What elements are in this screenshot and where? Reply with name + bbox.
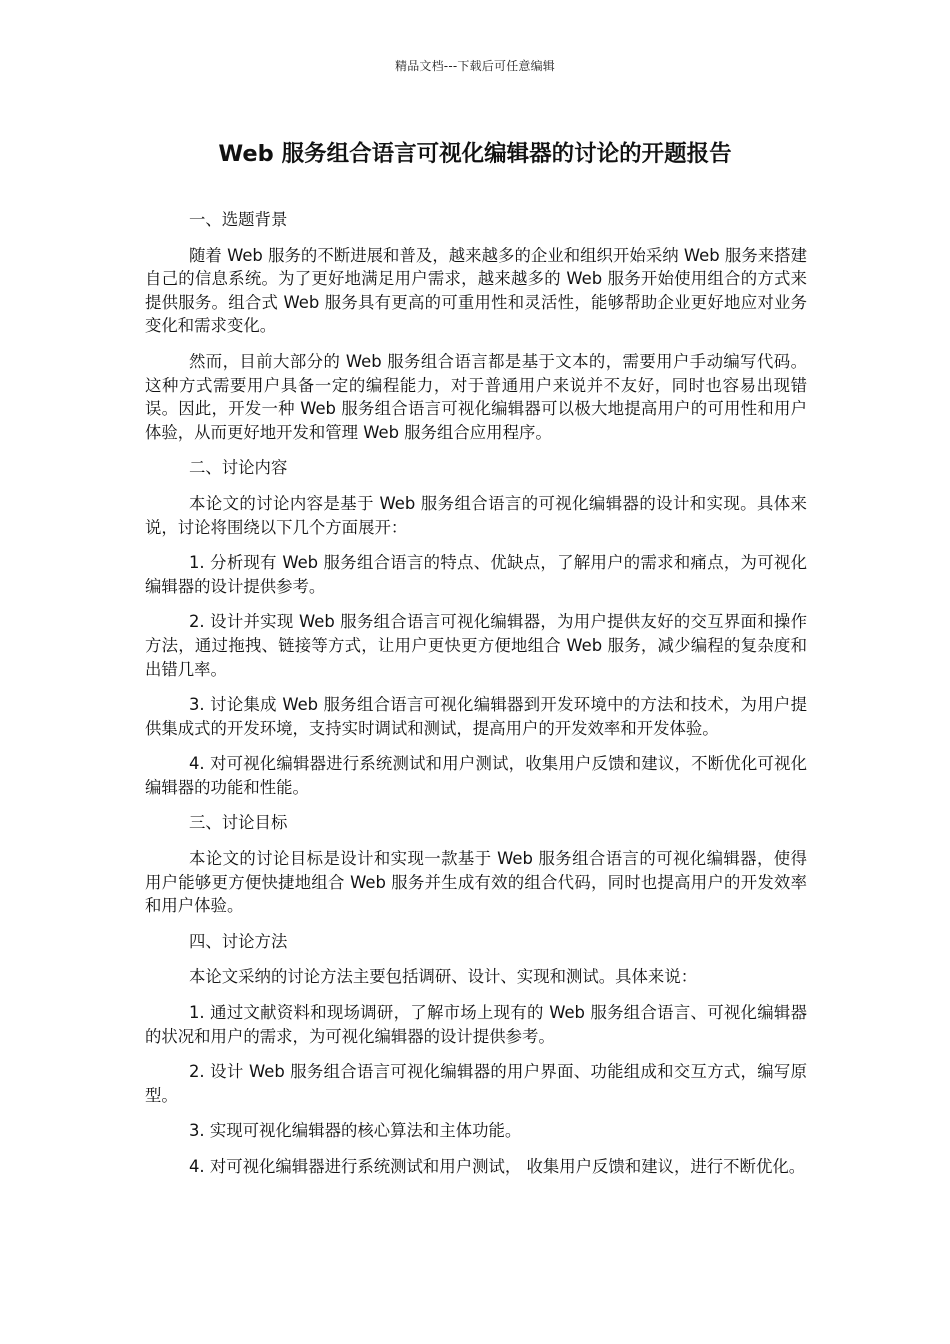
section-heading-background: 一、选题背景 xyxy=(189,210,288,229)
paragraph: 本论文的讨论内容是基于 Web 服务组合语言的可视化编辑器的设计和实现。具体来说，讨论将围绕以下几个方面展开： xyxy=(145,493,807,537)
list-item: 3. 实现可视化编辑器的核心算法和主体功能。 xyxy=(189,1121,522,1141)
paragraph: 本论文的讨论目标是设计和实现一款基于 Web 服务组合语言的可视化编辑器，使得用户能够更方便快捷地组合 Web 服务并生成有效的组合代码，同时也提高用户的开发效率和用户体验。 xyxy=(145,849,807,916)
header-note: 精品文档---下载后可任意编辑 xyxy=(395,59,555,73)
list-item: 1. 分析现有 Web 服务组合语言的特点、优缺点，了解用户的需求和痛点，为可视化编辑器的设计提供参考。 xyxy=(145,553,807,596)
list-item: 3. 讨论集成 Web 服务组合语言可视化编辑器到开发环境中的方法和技术，为用户提供集成式的开发环境，支持实时调试和测试，提高用户的开发效率和开发体验。 xyxy=(145,695,807,738)
paragraph: 然而，目前大部分的 Web 服务组合语言都是基于文本的，需要用户手动编写代码。这种方式需要用户具备一定的编程能力，对于普通用户来说并不友好，同时也容易出现错误。因此，开发一种 Web 服务组合语言可视化编辑器可以极大地提高用户的可用性和用户体验，从而更好地开发和管理 Web 服务组合应用程序。 xyxy=(145,351,807,442)
section-heading-content: 二、讨论内容 xyxy=(189,458,288,478)
list-item: 4. 对可视化编辑器进行系统测试和用户测试，收集用户反馈和建议，不断优化可视化编辑器的功能和性能。 xyxy=(145,754,807,797)
document-title: Web 服务组合语言可视化编辑器的讨论的开题报告 xyxy=(218,141,732,167)
list-item: 1. 通过文献资料和现场调研，了解市场上现有的 Web 服务组合语言、可视化编辑器的状况和用户的需求，为可视化编辑器的设计提供参考。 xyxy=(145,1003,807,1046)
paragraph: 随着 Web 服务的不断进展和普及，越来越多的企业和组织开始采纳 Web 服务来搭建自己的信息系统。为了更好地满足用户需求，越来越多的 Web 服务开始使用组合的方式来提供服务。组合式 Web 服务具有更高的可重用性和灵活性，能够帮助企业更好地应对业务变化和需求变化。 xyxy=(145,245,807,336)
document-body xyxy=(145,208,807,1191)
section-heading-methods: 四、讨论方法 xyxy=(189,931,288,951)
list-item: 2. 设计并实现 Web 服务组合语言可视化编辑器，为用户提供友好的交互界面和操作方法，通过拖拽、链接等方式，让用户更快更方便地组合 Web 服务，减少编程的复杂度和出错几率。 xyxy=(145,612,807,679)
list-item: 4. 对可视化编辑器进行系统测试和用户测试， 收集用户反馈和建议，进行不断优化。 xyxy=(189,1157,806,1176)
paragraph: 本论文采纳的讨论方法主要包括调研、设计、实现和测试。具体来说： xyxy=(189,967,698,987)
section-heading-goals: 三、讨论目标 xyxy=(189,813,288,833)
list-item: 2. 设计 Web 服务组合语言可视化编辑器的用户界面、功能组成和交互方式，编写原型。 xyxy=(145,1062,807,1105)
